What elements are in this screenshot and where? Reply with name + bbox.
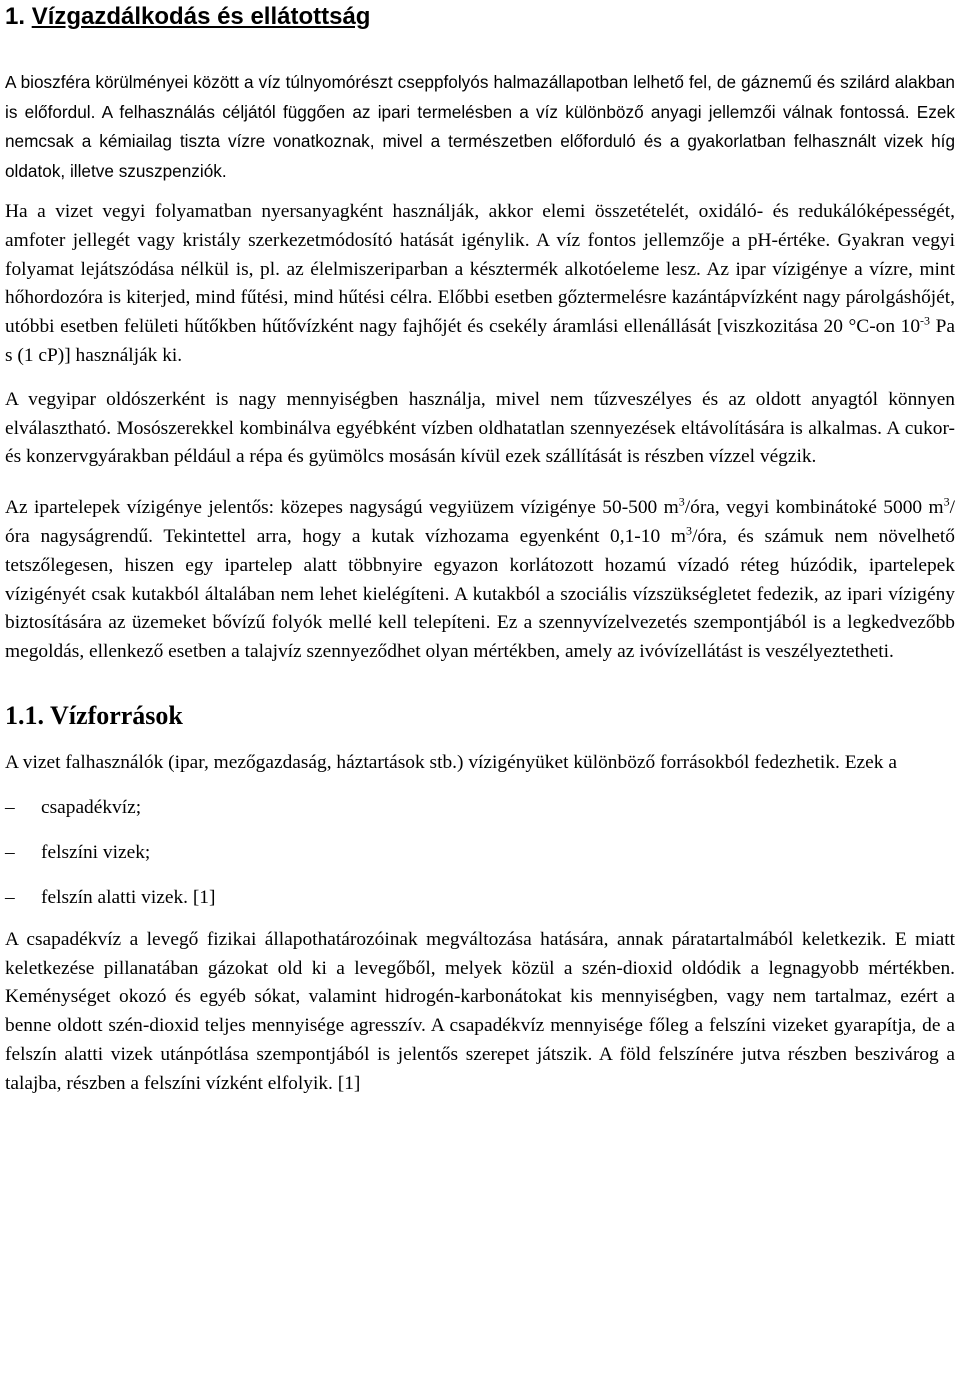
precipitation-paragraph: A csapadékvíz a levegő fizikai állapothatározóinak megváltozása hatására, annak páratartalmából keletkezik. E miatt keletkezése pillanatában gázokat old ki a levegőből, melyek közül a szén-dioxid oldódik a legnagyobb mértékben. Keménységet okozó és egyéb sókat, valamint hidrogén-karbonátokat kis mennyiségben, vagy nem tartalmaz, ezért a benne oldott szén-dioxid teljes mennyisége agresszív. A csapadékvíz mennyisége főleg a felszíni vizeket gyarapítja, de a felszín alatti vizek utánpótlása szempontjából is jelentős szerepet játszik. A föld felszínére jutva részben beszivárog a talajba, részben a felszíni vízként elfolyik. [1]	[5, 928, 955, 1094]
dash-bullet: –	[5, 796, 15, 818]
water-sources-list	[5, 794, 955, 912]
solvent-paragraph: A vegyipar oldószerként is nagy mennyiségben használja, mivel nem tűzveszélyes és az oldott anyagtól könnyen elválasztható. Mosószerekkel kombinálva egyébként vízben oldhatatlan szennyezések eltávolítására is alkalmas. A cukor-és konzervgyárakban például a répa és gyümölcs mosásán kívül ezek szállítását is részben vízzel végzik.	[5, 388, 955, 468]
document-page	[5, 0, 955, 1099]
viscosity-exponent: -3	[920, 313, 931, 328]
dash-bullet: –	[5, 886, 15, 908]
properties-text-a: Ha a vizet vegyi folyamatban nyersanyagként használják, akkor elemi összetételét, oxidáló- és redukálóképességét, amfoter jellegét vagy kristály szerkezetmódosító hatását igénylik. A víz fontos jellemzője a pH-értéke. Gyakran vegyi folyamat lejátszódása nélkül is, pl. az élelmiszeriparban a késztermék alkotóeleme lesz. Az ipar vízigénye a vízre, mint hőhordozóra is kiterjed, mind fűtési, mind hűtési célra. Előbbi esetben gőztermelésre kazántápvízként nagy párolgáshőjét, utóbbi esetben felületi hűtőkben hűtővízként nagy fajhőjét és csekély áramlási ellenállását [viszkozitása 20 °C-on 10	[5, 201, 955, 338]
demand-text-1: Az ipartelepek vízigénye jelentős: közepes nagyságú vegyiüzem vízigénye 50-500 m	[5, 497, 679, 519]
list-item	[5, 884, 955, 912]
list-item-text: csapadékvíz;	[41, 796, 142, 818]
list-item-text: felszín alatti vizek. [1]	[41, 886, 216, 908]
properties-text-b: Pa s (1 cP)] használják ki.	[5, 316, 955, 366]
demand-sup-2: 3	[943, 494, 950, 509]
properties-paragraph	[5, 198, 955, 371]
sources-intro-paragraph: A vizet falhasználók (ipar, mezőgazdaság, háztartások stb.) vízigényüket különböző forrásokból fedezhetik. Ezek a	[5, 751, 897, 773]
chapter-heading	[5, 2, 955, 32]
list-item	[5, 839, 955, 867]
demand-sup-1: 3	[678, 494, 685, 509]
list-item	[5, 794, 955, 822]
demand-sup-3: 3	[685, 523, 692, 538]
section-heading	[5, 701, 955, 731]
dash-bullet: –	[5, 841, 15, 863]
chapter-number: 1.	[5, 3, 26, 30]
section-number: 1.1.	[5, 700, 44, 730]
section-title: Vízforrások	[50, 700, 183, 730]
list-item-text: felszíni vizek;	[41, 841, 151, 863]
chapter-title: Vízgazdálkodás és ellátottság	[31, 3, 371, 30]
intro-paragraph: A bioszféra körülményei között a víz túlnyomórészt cseppfolyós halmazállapotban lelhető fel, de gáznemű és szilárd alakban is előfordul. A felhasználás céljától függően az ipari termelésben a víz különböző anyagi jellemzői válnak fontossá. Ezek nemcsak a kémiailag tiszta vízre vonatkoznak, mivel a természetben előforduló és a gyakorlatban felhasznált vizek híg oldatok, illetve szuszpenziók.	[5, 72, 955, 181]
demand-text-4: /óra, és számuk nem növelhető tetszőlegesen, hiszen egy ipartelep alatt többnyire egyazon korlátozott hozamú vízadó réteg húzódik, ipartelepek vízigényét csak kutakból általában nem lehet kielégíteni. A kutakból a szociális vízszükségletet fedezik, az ipari vízigény biztosítására az üzemeket bővízű folyók mellé kell telepíteni. Ez a szennyvízelvezetés szempontjából is a legkedvezőbb megoldás, ellenkező esetben a talajvíz szennyeződhet olyan mértékben, amely az ivóvízellátást is veszélyeztetheti.	[5, 525, 955, 663]
demand-text-3: /óra nagyságrendű. Tekintettel arra, hogy a kutak vízhozama egyenként 0,1-10 m	[5, 497, 955, 547]
demand-text-2: /óra, vegyi kombinátoké 5000 m	[684, 497, 944, 519]
industrial-demand-paragraph	[5, 494, 955, 667]
